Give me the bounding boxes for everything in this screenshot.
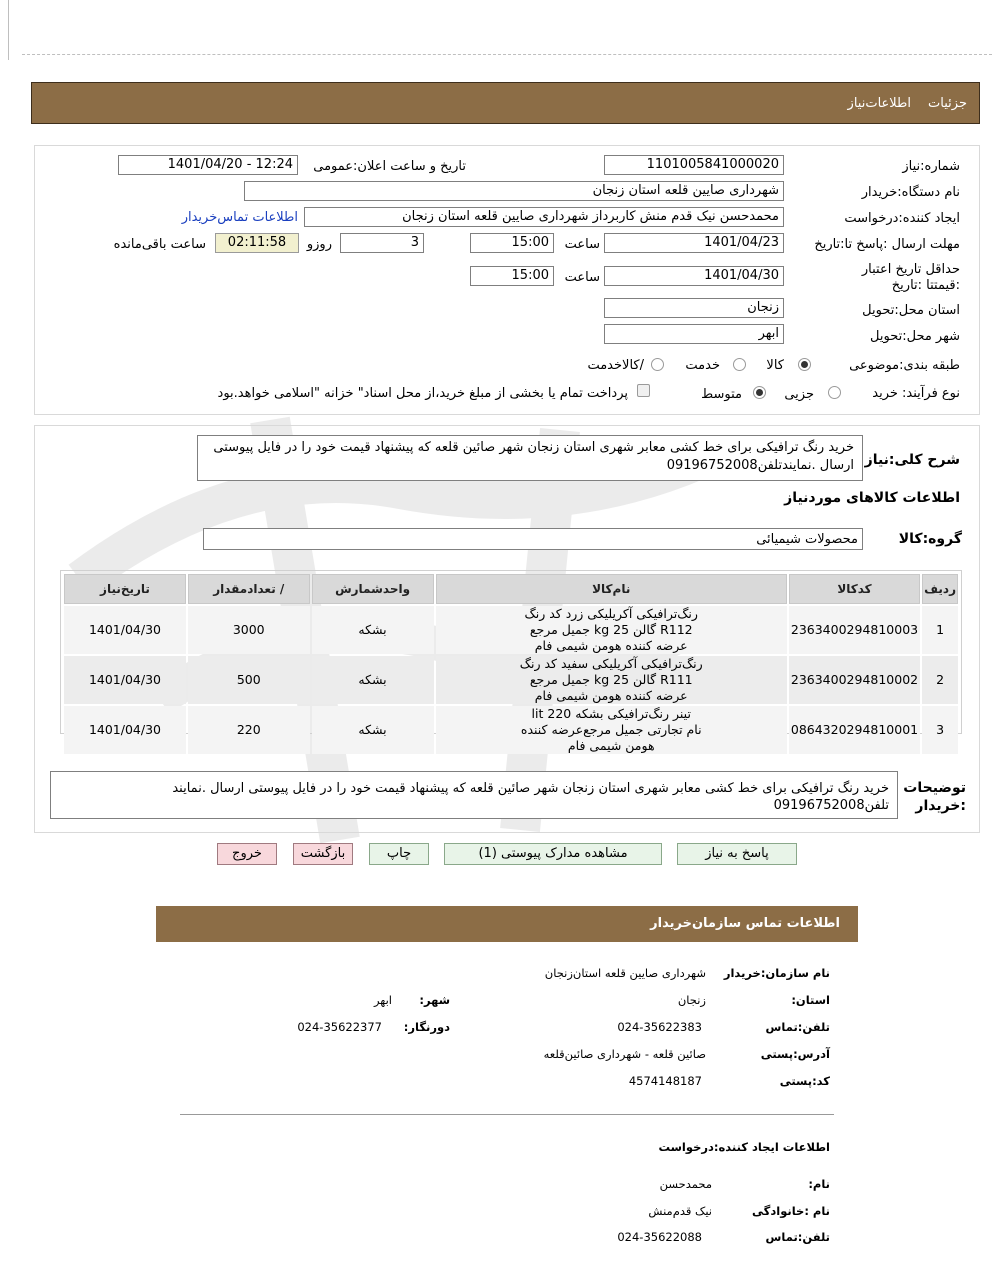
col-header-date: تاریخ‌نیاز (64, 574, 186, 604)
reply-button[interactable]: پاسخ به نیاز (677, 843, 797, 865)
print-button[interactable]: چاپ (369, 843, 429, 865)
category-option-service: خدمت (685, 358, 720, 373)
row-name-line: R112 گالن 25 kg جمیل مرجع (529, 622, 693, 637)
tab-details[interactable]: جزئیات (928, 96, 967, 111)
row-unit: بشکه (312, 706, 434, 754)
buyer-notes-line: خرید رنگ ترافیکی برای خط کشی معابر شهری استان زنجان شهر صائین قلعه که پیشنهاد قیمت خود را در فایل پیوستی ارسال .نمایند (172, 781, 889, 796)
postal-label: کد:پستی (779, 1074, 830, 1088)
contact-header-bar (156, 906, 858, 942)
category-option-goods: کالا (766, 358, 784, 373)
province-contact-value: زنجان (677, 993, 706, 1007)
row-name-line: تینر رنگ‌ترافیکی بشکه 220 lit (531, 706, 691, 721)
deadline-time-field[interactable]: 15:00 (470, 233, 554, 253)
city-contact-value: ابهر (373, 993, 392, 1007)
row-name-line: رنگ‌ترافیکی آکریلیکی زرد کد رنگ (524, 606, 698, 621)
deadline-label: مهلت ارسال :پاسخ تا:تاریخ (814, 237, 960, 252)
deadline-hour-label: ساعت (564, 237, 600, 252)
creator-family-label: نام :خانوادگی (752, 1204, 830, 1218)
validity-date-field[interactable]: 1401/04/30 (604, 266, 784, 286)
items-table (62, 572, 960, 756)
col-header-code: کدکالا (789, 574, 920, 604)
page-header-bar (31, 82, 980, 124)
org-label: نام سازمان:خریدار (723, 966, 830, 980)
validity-hour-label: ساعت (564, 270, 600, 285)
goods-info-label: اطلاعات کالاهای موردنیاز (784, 490, 960, 506)
need-number-label: شماره:نیاز (902, 159, 960, 174)
phone-label: تلفن:تماس (765, 1020, 830, 1034)
general-desc-field: خرید رنگ ترافیکی برای خط کشی معابر شهری استان زنجان شهر صائین قلعه که پیشنهاد قیمت خود را در فایل پیوستی ارسال .نمایندتلفن09196752008 (197, 435, 863, 481)
org-value: شهرداری صایین قلعه استان‌زنجان (544, 966, 706, 980)
deadline-date-field[interactable]: 1401/04/23 (604, 233, 784, 253)
treasury-payment-note: پرداخت تمام یا بخشی از مبلغ خرید،از محل اسناد" خزانه "اسلامی خواهد.بود (217, 386, 628, 401)
row-date: 1401/04/30 (64, 656, 186, 704)
category-radio-goods-service[interactable] (651, 358, 664, 371)
row-name (436, 656, 787, 704)
process-option-medium: متوسط (701, 387, 742, 402)
row-date: 1401/04/30 (64, 606, 186, 654)
province-contact-label: استان: (791, 993, 830, 1007)
category-radio-service[interactable] (733, 358, 746, 371)
row-name (436, 706, 787, 754)
validity-time-field[interactable]: 15:00 (470, 266, 554, 286)
creator-label: ایجاد کننده:درخواست (844, 211, 960, 226)
address-label: آدرس:پستی (760, 1047, 830, 1061)
contact-title: اطلاعات تماس سازمان‌خریدار (650, 916, 840, 931)
process-radio-partial[interactable] (828, 386, 841, 399)
row-name-line: هومن شیمی فام (567, 738, 655, 753)
exit-button[interactable]: خروج (217, 843, 277, 865)
fax-value: 024-35622377 (297, 1020, 382, 1034)
row-code: 0864320294810001 (789, 706, 920, 754)
announce-label: تاریخ و ساعت اعلان:عمومی (313, 159, 466, 174)
general-desc-label: شرح کلی:نیاز (864, 452, 960, 468)
row-qty: 220 (188, 706, 310, 754)
col-header-qty: / تعدادمقدار (188, 574, 310, 604)
announce-field[interactable]: 1401/04/20 - 12:24 (118, 155, 298, 175)
province-field[interactable]: زنجان (604, 298, 784, 318)
buyer-notes-label-1: توضیحات (903, 780, 966, 796)
category-label: طبقه بندی:موضوعی (849, 358, 960, 373)
row-name (436, 606, 787, 654)
buyer-contact-link[interactable]: اطلاعات تماس‌خریدار (181, 210, 298, 225)
creator-section-title: اطلاعات ایجاد کننده:درخواست (658, 1140, 830, 1154)
address-value: صائین قلعه - شهرداری صائین‌قلعه (543, 1047, 706, 1061)
creator-phone-value: 024-35622088 (617, 1230, 702, 1244)
buyer-notes-field (50, 771, 898, 819)
row-index: 2 (922, 656, 958, 704)
buyer-notes-line: تلفن09196752008 (773, 798, 889, 813)
remaining-timer: 02:11:58 (215, 233, 299, 253)
row-qty: 500 (188, 656, 310, 704)
creator-name-label: نام: (808, 1177, 830, 1191)
category-option-goods-service: /کالاخدمت (587, 358, 644, 373)
row-code: 2363400294810002 (789, 656, 920, 704)
days-label: روزو (306, 237, 332, 252)
need-number-field[interactable]: 1101005841000020 (604, 155, 784, 175)
row-name-line: عرضه کننده هومن شیمی فام (534, 688, 688, 703)
row-name-line: رنگ‌ترافیکی آکریلیکی سفید کد رنگ (519, 656, 703, 671)
table-row[interactable] (64, 706, 958, 754)
process-radio-medium[interactable] (753, 386, 766, 399)
buyer-notes-label-2: :خریدار (915, 798, 966, 814)
category-radio-goods[interactable] (798, 358, 811, 371)
creator-name-value: محمدحسن (659, 1177, 712, 1191)
city-contact-label: شهر: (419, 993, 450, 1007)
row-unit: بشکه (312, 656, 434, 704)
row-qty: 3000 (188, 606, 310, 654)
col-header-unit: واحدشمارش (312, 574, 434, 604)
top-divider (22, 54, 992, 55)
validity-label: حداقل تاریخ اعتبار :قیمتتا :تاریخ (861, 262, 960, 293)
goods-group-field[interactable]: محصولات شیمیائی (203, 528, 863, 550)
col-header-name: نام‌کالا (436, 574, 787, 604)
buyer-org-field[interactable]: شهرداری صایین قلعه استان زنجان (244, 181, 784, 201)
tab-need-info[interactable]: اطلاعات‌نیاز (847, 96, 911, 111)
phone-value: 024-35622383 (617, 1020, 702, 1034)
back-button[interactable]: بازگشت (293, 843, 353, 865)
goods-group-label: گروه:کالا (898, 531, 962, 547)
table-row[interactable] (64, 656, 958, 704)
process-label: نوع فرآیند: خرید (872, 386, 960, 401)
contact-divider (180, 1114, 834, 1115)
row-date: 1401/04/30 (64, 706, 186, 754)
page-left-border (8, 0, 9, 60)
treasury-payment-checkbox[interactable] (637, 384, 650, 397)
row-index: 3 (922, 706, 958, 754)
remaining-label: ساعت باقی‌مانده (113, 237, 206, 252)
province-label: استان محل:تحویل (862, 303, 960, 318)
days-field[interactable]: 3 (340, 233, 424, 253)
row-name-line: نام تجارتی جمیل مرجع‌عرضه کننده (520, 722, 702, 737)
table-row[interactable] (64, 606, 958, 654)
buyer-org-label: نام دستگاه:خریدار (861, 185, 960, 200)
fax-label: دورنگار: (403, 1020, 450, 1034)
city-field[interactable]: ابهر (604, 324, 784, 344)
row-unit: بشکه (312, 606, 434, 654)
creator-family-value: نیک قدم‌منش (648, 1204, 712, 1218)
row-name-line: عرضه کننده هومن شیمی فام (534, 638, 688, 653)
view-attachments-button[interactable]: مشاهده مدارک پیوستی (1) (444, 843, 662, 865)
row-name-line: R111 گالن 25 kg جمیل مرجع (529, 672, 693, 687)
process-option-partial: جزیی (784, 387, 814, 402)
city-label: شهر محل:تحویل (870, 329, 960, 344)
row-index: 1 (922, 606, 958, 654)
col-header-index: ردیف (922, 574, 958, 604)
creator-field[interactable]: محمدحسن نیک قدم منش کاربرداز شهرداری صایین قلعه استان زنجان (304, 207, 784, 227)
creator-phone-label: تلفن:تماس (765, 1230, 830, 1244)
postal-value: 4574148187 (628, 1074, 702, 1088)
row-code: 2363400294810003 (789, 606, 920, 654)
